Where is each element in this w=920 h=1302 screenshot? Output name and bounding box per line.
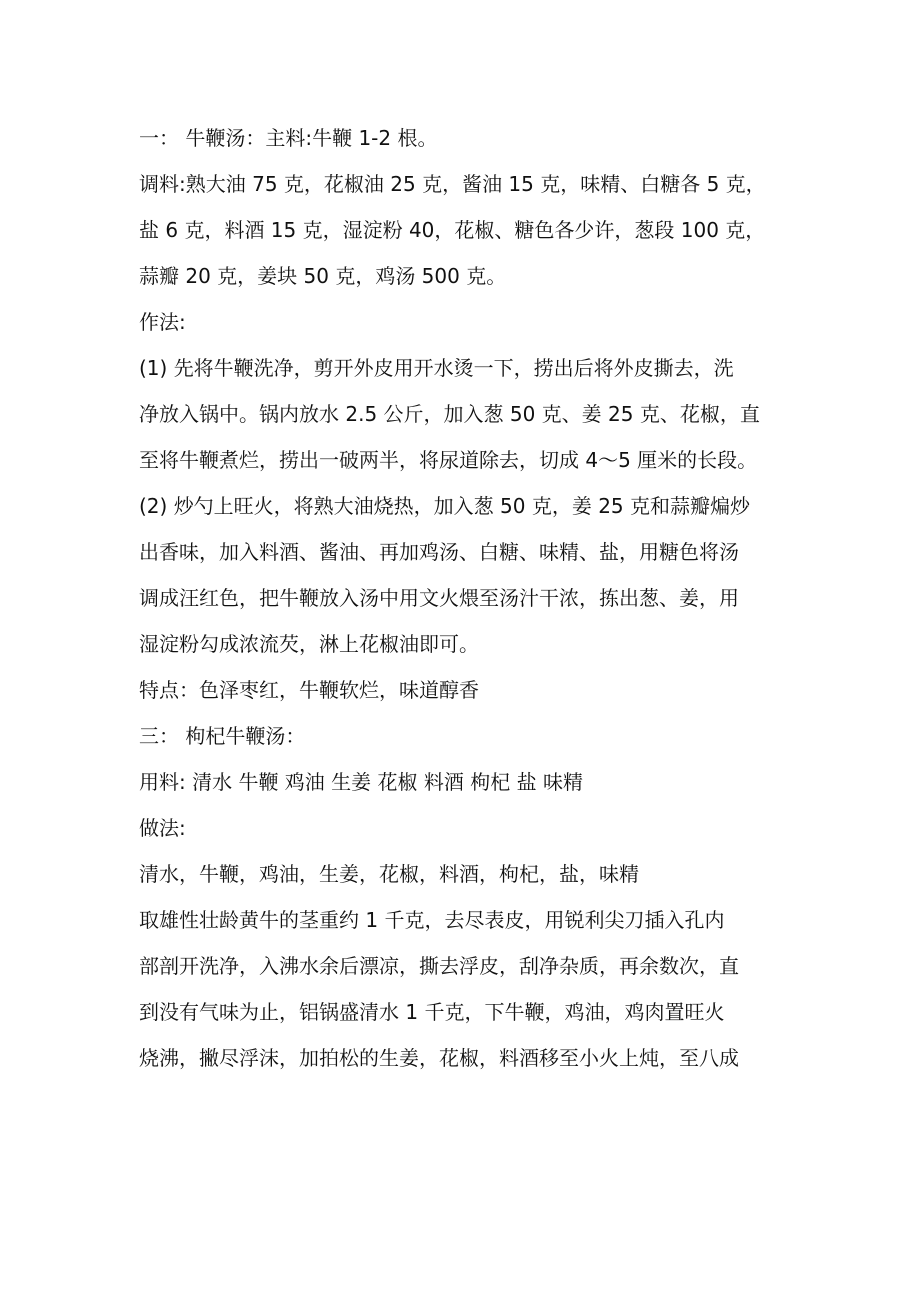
text-line: 盐 6 克，料酒 15 克，湿淀粉 40，花椒、糖色各少许，葱段 100 克，	[139, 218, 766, 242]
features-line: 特点：色泽枣红，牛鞭软烂，味道醇香	[139, 678, 479, 702]
text-line: 到没有气味为止，铝锅盛清水 1 千克，下牛鞭，鸡油，鸡肉置旺火	[139, 1000, 725, 1024]
text-line: 净放入锅中。锅内放水 2.5 公斤，加入葱 50 克、姜 25 克、花椒，直	[139, 402, 760, 426]
text-line: 湿淀粉勾成浓流芡，淋上花椒油即可。	[139, 632, 479, 656]
text-line: 出香味，加入料酒、酱油、再加鸡汤、白糖、味精、盐，用糖色将汤	[139, 540, 739, 564]
ingredients-line: 用料: 清水 牛鞭 鸡油 生姜 花椒 料酒 枸杞 盐 味精	[139, 770, 583, 794]
text-line: (2) 炒勺上旺火，将熟大油烧热，加入葱 50 克，姜 25 克和蒜瓣煸炒	[139, 494, 751, 518]
text-line: 至将牛鞭煮烂，捞出一破两半，将尿道除去，切成 4～5 厘米的长段。	[139, 448, 758, 472]
document-body	[139, 115, 789, 1081]
text-line: 调料:熟大油 75 克，花椒油 25 克，酱油 15 克，味精、白糖各 5 克，	[139, 172, 766, 196]
section-heading-3: 三： 枸杞牛鞭汤：	[139, 724, 306, 748]
method-label: 作法:	[139, 310, 186, 334]
text-line: 调成汪红色，把牛鞭放入汤中用文火煨至汤汁干浓，拣出葱、姜，用	[139, 586, 739, 610]
text-line: 清水，牛鞭，鸡油，生姜，花椒，料酒，枸杞，盐，味精	[139, 862, 639, 886]
text-line: 部剖开洗净，入沸水余后漂凉，撕去浮皮，刮净杂质，再余数次，直	[139, 954, 739, 978]
text-line: 烧沸，撇尽浮沫，加拍松的生姜，花椒，料酒移至小火上炖，至八成	[139, 1046, 739, 1070]
text-line: 取雄性壮龄黄牛的茎重约 1 千克，去尽表皮，用锐利尖刀插入孔内	[139, 908, 725, 932]
method-label: 做法:	[139, 816, 186, 840]
text-line: (1) 先将牛鞭洗净，剪开外皮用开水烫一下，捞出后将外皮撕去，洗	[139, 356, 734, 380]
text-line: 蒜瓣 20 克，姜块 50 克，鸡汤 500 克。	[139, 264, 507, 288]
section-heading-1: 一： 牛鞭汤：主料:牛鞭 1-2 根。	[139, 126, 438, 150]
